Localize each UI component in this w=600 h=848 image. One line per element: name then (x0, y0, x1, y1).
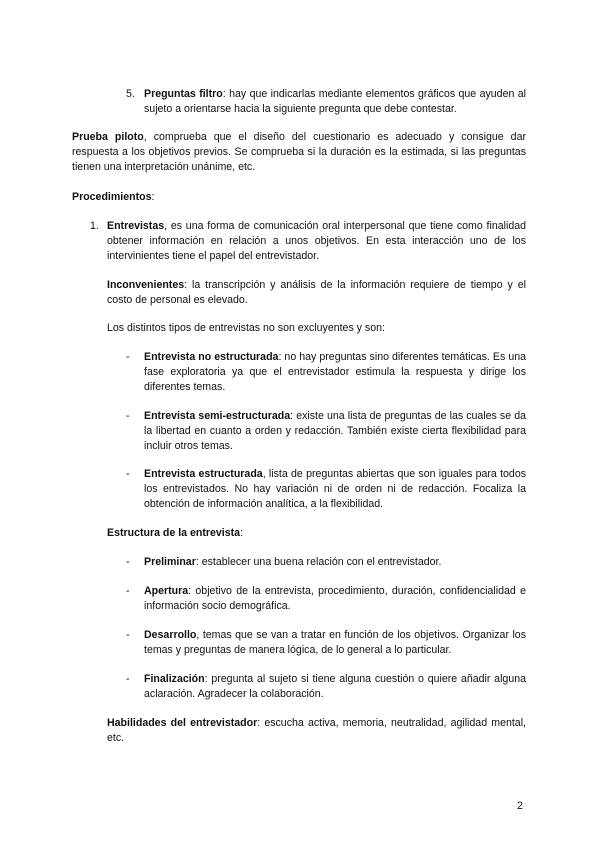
term: Prueba piloto (72, 131, 144, 143)
list-item-no-estructurada (126, 350, 526, 396)
dash-bullet: - (126, 585, 130, 597)
list-number: 5. (126, 88, 135, 100)
term: Desarrollo (144, 629, 197, 641)
definition: , lista de preguntas abiertas que son iguales para todos los entrevistados. No hay variación ni de orden ni de redacción. Focaliza la obtención de información analítica, a la flexibilidad. (144, 468, 527, 511)
definition: , es una forma de comunicación oral interpersonal que tiene como finalidad obtener información en relación a unos objetivos. En esta interacción uno de los intervinientes tiene el papel del entrevistador. (107, 220, 526, 263)
term: Preliminar (144, 556, 196, 568)
heading-text: Procedimientos (72, 191, 152, 203)
paragraph-inconvenientes (107, 278, 526, 308)
term: Preguntas filtro (144, 88, 223, 100)
definition: : establecer una buena relación con el entrevistador. (195, 556, 442, 568)
term: Entrevista no estructurada (144, 351, 279, 363)
paragraph (144, 87, 526, 117)
definition: : escucha activa, memoria, neutralidad, agilidad mental, etc. (107, 717, 526, 745)
paragraph-prueba-piloto (72, 130, 526, 176)
list-item-preliminar (126, 555, 526, 570)
paragraph-habilidades (107, 716, 526, 746)
heading-text: Estructura de la entrevista (107, 527, 241, 539)
list-item-apertura (126, 584, 526, 614)
dash-bullet: - (126, 556, 130, 568)
dash-bullet: - (126, 410, 130, 422)
term: Entrevistas (107, 220, 165, 232)
dash-bullet: - (126, 629, 130, 641)
list-number: 1. (90, 220, 99, 232)
dash-bullet: - (126, 468, 130, 480)
definition: : la transcripción y análisis de la información requiere de tiempo y el costo de personal es elevado. (107, 279, 526, 307)
paragraph-tipos-intro: Los distintos tipos de entrevistas no son excluyentes y son: (107, 322, 385, 334)
term: Habilidades del entrevistador (107, 717, 258, 729)
list-item-desarrollo (126, 628, 526, 658)
term: Entrevista estructurada (144, 468, 263, 480)
list-item-semi-estructurada (126, 409, 526, 455)
definition: : pregunta al sujeto si tiene alguna cuestión o quiere añadir alguna aclaración. Agradecer la colaboración. (144, 673, 526, 701)
term: Finalización (144, 673, 205, 685)
heading-estructura: Estructura de la entrevista: (107, 527, 244, 539)
definition: , temas que se van a tratar en función de los objetivos. Organizar los temas y preguntas de manera lógica, de lo general a lo particular. (144, 629, 526, 657)
list-item-finalizacion (126, 672, 526, 702)
definition: : objetivo de la entrevista, procedimiento, duración, confidencialidad e información socio demográfica. (144, 585, 526, 613)
term: Apertura (144, 585, 189, 597)
definition: : existe una lista de preguntas de las cuales se da la libertad en cuanto a orden y redacción. También existe cierta flexibilidad para incluir otros temas. (144, 410, 526, 453)
dash-bullet: - (126, 673, 130, 685)
paragraph-entrevistas (107, 219, 526, 265)
definition: : hay que indicarlas mediante elementos gráficos que ayuden al sujeto a orientarse hacia la siguiente pregunta que debe contestar. (144, 88, 526, 116)
term: Entrevista semi-estructurada (144, 410, 291, 422)
dash-bullet: - (126, 351, 130, 363)
list-item-estructurada (126, 467, 526, 513)
term: Inconvenientes (107, 279, 185, 291)
page-number: 2 (517, 800, 523, 812)
heading-procedimientos: Procedimientos: (72, 191, 155, 203)
definition: : no hay preguntas sino diferentes temáticas. Es una fase exploratoria ya que el entrevistador estimula la respuesta y dirige los diferentes temas. (144, 351, 526, 394)
definition: , comprueba que el diseño del cuestionario es adecuado y consigue dar respuesta a los objetivos previos. Se comprueba si la duración es la estimada, si las preguntas tienen una interpretación unánime, etc. (72, 131, 526, 174)
list-item-preguntas-filtro (126, 87, 526, 117)
